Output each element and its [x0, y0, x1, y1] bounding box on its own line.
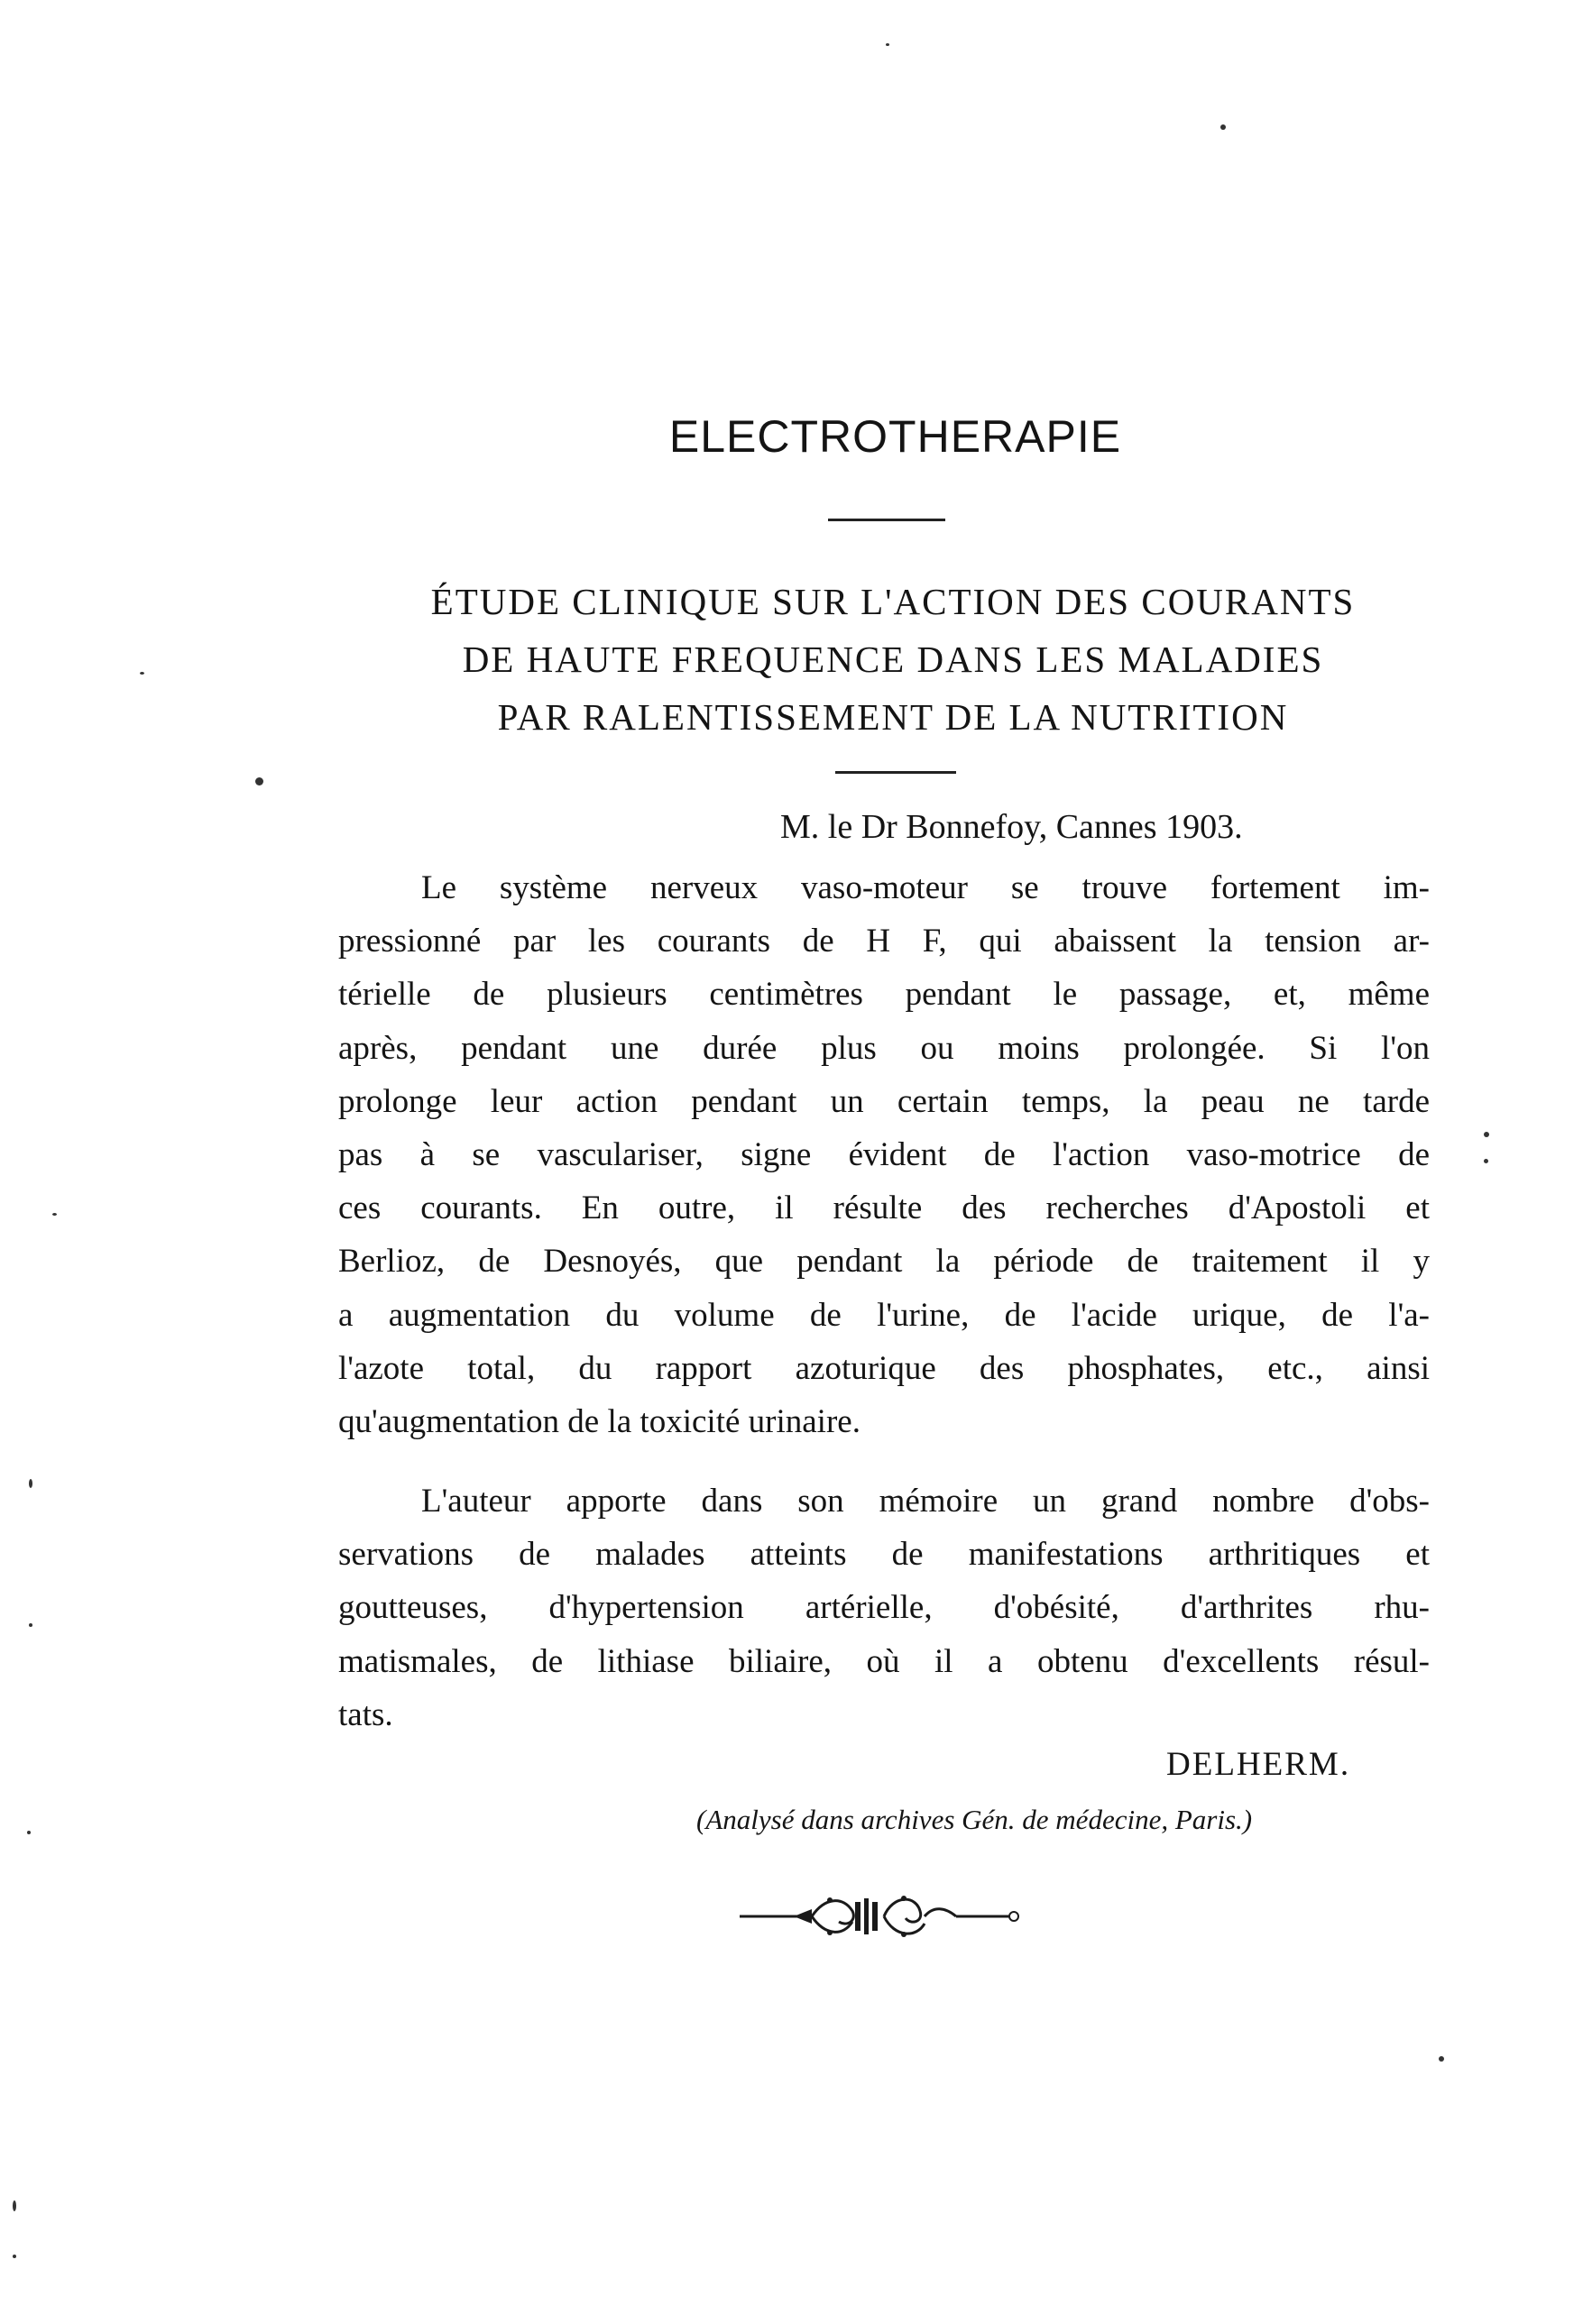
title-rule	[828, 519, 945, 521]
text-line: pas à se vasculariser, signe évident de l'action vaso-motrice de	[338, 1136, 1430, 1174]
text-line: tats.	[338, 1695, 393, 1733]
text-line: servations de malades atteints de manifestations arthritiques et	[338, 1536, 1430, 1574]
text-line: a augmentation du volume de l'urine, de l'acide urique, de l'a-	[338, 1296, 1430, 1334]
article-subtitle	[325, 573, 1461, 746]
scan-speck	[1220, 124, 1226, 130]
scan-speck	[27, 1831, 31, 1834]
scan-speck	[1484, 1159, 1488, 1163]
paragraph-2	[338, 1474, 1430, 1741]
author-signature: DELHERM.	[1166, 1746, 1351, 1783]
subtitle-rule	[835, 771, 956, 774]
scan-speck	[140, 672, 144, 675]
scan-speck	[1484, 1132, 1489, 1137]
attribution: M. le Dr Bonnefoy, Cannes 1903.	[780, 808, 1243, 846]
text-line: goutteuses, d'hypertension artérielle, d'obésité, d'arthrites rhu-	[338, 1589, 1430, 1627]
text-line: matismales, de lithiase biliaire, où il a obtenu d'excellents résul-	[338, 1642, 1430, 1680]
scan-speck	[13, 2200, 16, 2211]
scan-speck	[29, 1623, 32, 1627]
ornament-icon	[740, 1889, 1019, 1943]
source-citation: (Analysé dans archives Gén. de médecine, Paris.)	[696, 1804, 1253, 1835]
text-line: ces courants. En outre, il résulte des recherches d'Apostoli et	[338, 1190, 1430, 1227]
text-line: L'auteur apporte dans son mémoire un grand nombre d'obs-	[421, 1483, 1430, 1520]
scan-speck	[1439, 2056, 1444, 2062]
scan-speck	[255, 777, 263, 785]
scan-speck	[29, 1479, 32, 1488]
paragraph-1	[338, 861, 1430, 1448]
scan-speck	[13, 2255, 16, 2258]
text-line: l'azote total, du rapport azoturique des phosphates, etc., ainsi	[338, 1349, 1430, 1387]
text-line: prolonge leur action pendant un certain temps, la peau ne tarde	[338, 1082, 1430, 1120]
text-line: Le système nerveux vaso-moteur se trouve fortement im-	[421, 869, 1430, 906]
text-line: pressionné par les courants de H F, qui abaissent la tension ar-	[338, 923, 1430, 960]
subtitle-line: DE HAUTE FREQUENCE DANS LES MALADIES	[462, 638, 1324, 680]
scan-speck	[886, 43, 889, 46]
subtitle-line: ÉTUDE CLINIQUE SUR L'ACTION DES COURANTS	[430, 581, 1356, 622]
section-title: ELECTROTHERAPIE	[668, 411, 1122, 462]
subtitle-line: PAR RALENTISSEMENT DE LA NUTRITION	[497, 696, 1289, 738]
text-line: Berlioz, de Desnoyés, que pendant la période de traitement il y	[338, 1243, 1430, 1281]
text-line: qu'augmentation de la toxicité urinaire.	[338, 1403, 861, 1441]
text-line: après, pendant une durée plus ou moins prolongée. Si l'on	[338, 1029, 1430, 1067]
text-line: térielle de plusieurs centimètres pendant le passage, et, même	[338, 976, 1430, 1014]
scan-speck	[52, 1213, 57, 1216]
